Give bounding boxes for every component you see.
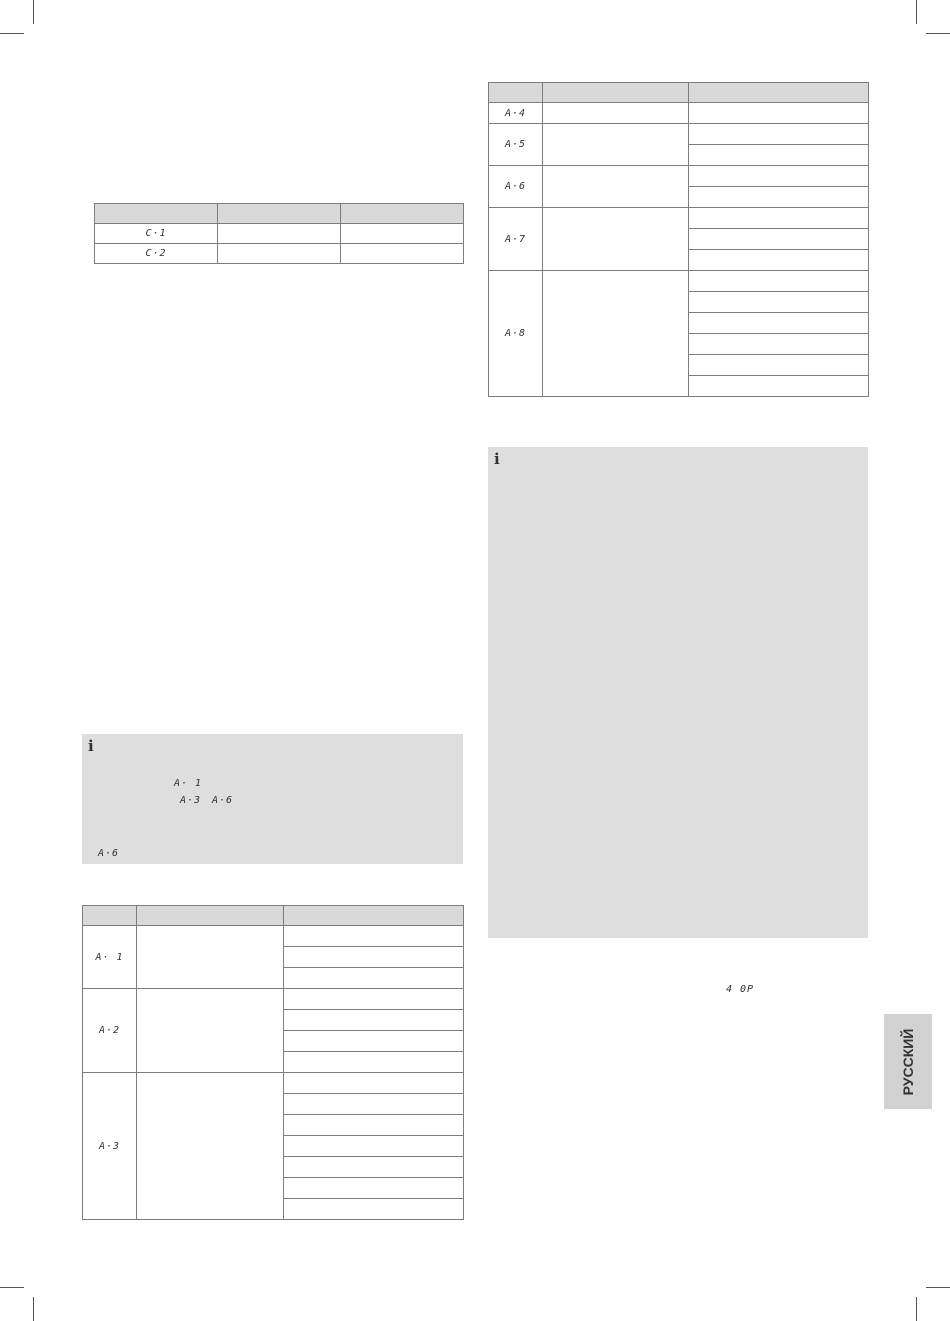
column-header <box>95 204 218 224</box>
value-cell <box>284 968 464 989</box>
value-cell <box>284 1094 464 1115</box>
column-header <box>83 906 137 926</box>
name-cell <box>137 926 284 989</box>
info-icon: i <box>494 450 500 468</box>
value-cell <box>689 187 869 208</box>
c-code-table <box>94 203 464 264</box>
code-cell: C·1 <box>95 224 218 244</box>
crop-mark <box>916 1297 917 1321</box>
table-row <box>83 1073 464 1094</box>
crop-mark <box>916 0 917 24</box>
value-cell <box>284 947 464 968</box>
name-cell <box>543 271 689 397</box>
name-cell <box>543 166 689 208</box>
table-row <box>95 244 464 264</box>
code-cell: A·6 <box>489 166 543 208</box>
language-tab <box>884 1014 932 1109</box>
value-cell <box>284 1073 464 1094</box>
column-header <box>218 204 341 224</box>
column-header <box>137 906 284 926</box>
table-row <box>489 208 869 229</box>
crop-mark <box>33 0 34 24</box>
table-header-row <box>489 83 869 103</box>
code-cell: A·7 <box>489 208 543 271</box>
info-box <box>82 734 463 864</box>
name-cell <box>543 124 689 166</box>
name-cell <box>543 208 689 271</box>
a-code-table-right <box>488 82 869 397</box>
value-cell <box>284 1115 464 1136</box>
value-cell <box>689 124 869 145</box>
a-code-table-left <box>82 905 464 1220</box>
value-cell <box>284 989 464 1010</box>
table-row <box>489 166 869 187</box>
table-cell <box>341 224 464 244</box>
column-header <box>284 906 464 926</box>
info-box <box>488 447 868 938</box>
display-code: A·3 <box>180 795 202 806</box>
table-row <box>83 926 464 947</box>
table-row <box>95 224 464 244</box>
table-row <box>489 103 869 124</box>
crop-mark <box>0 33 24 34</box>
value-cell <box>689 229 869 250</box>
language-label: РУССКИЙ <box>900 1028 916 1095</box>
value-cell <box>689 355 869 376</box>
display-code: A·6 <box>98 848 120 859</box>
value-cell <box>284 1178 464 1199</box>
table-cell <box>218 244 341 264</box>
value-cell <box>284 1136 464 1157</box>
code-cell: A·2 <box>83 989 137 1073</box>
table-cell <box>218 224 341 244</box>
table-header-row <box>83 906 464 926</box>
code-cell: A·3 <box>83 1073 137 1220</box>
value-cell <box>689 313 869 334</box>
value-cell <box>284 1199 464 1220</box>
value-cell <box>689 103 869 124</box>
value-cell <box>284 1052 464 1073</box>
table-row <box>489 271 869 292</box>
column-header <box>489 83 543 103</box>
column-header <box>543 83 689 103</box>
crop-mark <box>926 1287 950 1288</box>
value-cell <box>284 1157 464 1178</box>
value-cell <box>284 1010 464 1031</box>
display-code: A·6 <box>212 795 234 806</box>
value-cell <box>284 1031 464 1052</box>
value-cell <box>689 271 869 292</box>
code-cell: A·4 <box>489 103 543 124</box>
table-header-row <box>95 204 464 224</box>
value-cell <box>689 292 869 313</box>
display-code: A· 1 <box>174 778 203 789</box>
info-icon: i <box>88 737 94 755</box>
value-cell <box>689 376 869 397</box>
value-cell <box>689 166 869 187</box>
code-cell: A·8 <box>489 271 543 397</box>
value-cell <box>689 145 869 166</box>
code-cell: A·5 <box>489 124 543 166</box>
crop-mark <box>33 1297 34 1321</box>
display-code: 4 0P <box>726 984 755 995</box>
column-header <box>689 83 869 103</box>
name-cell <box>137 989 284 1073</box>
table-row <box>83 989 464 1010</box>
code-cell: A· 1 <box>83 926 137 989</box>
table-cell <box>341 244 464 264</box>
name-cell <box>543 103 689 124</box>
table-row <box>489 124 869 145</box>
value-cell <box>689 334 869 355</box>
crop-mark <box>926 33 950 34</box>
column-header <box>341 204 464 224</box>
crop-mark <box>0 1287 24 1288</box>
code-cell: C·2 <box>95 244 218 264</box>
value-cell <box>284 926 464 947</box>
value-cell <box>689 208 869 229</box>
name-cell <box>137 1073 284 1220</box>
value-cell <box>689 250 869 271</box>
